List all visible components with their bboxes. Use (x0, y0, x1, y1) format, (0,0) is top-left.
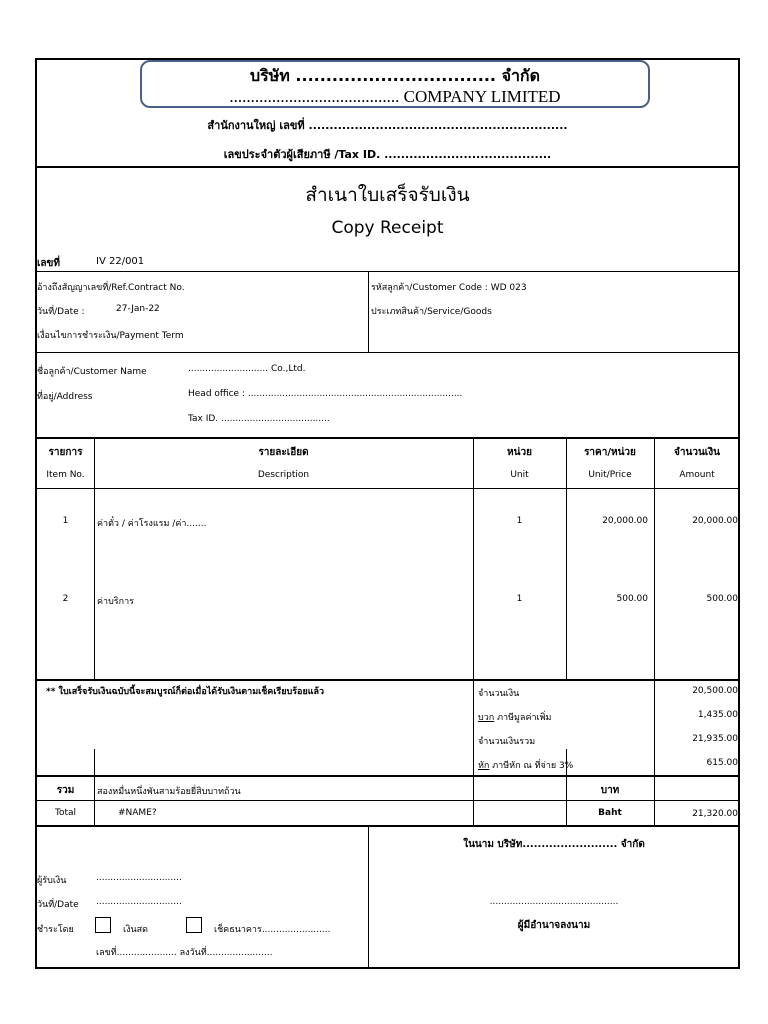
item-unit: 1 (516, 594, 523, 604)
column-divider (94, 749, 95, 825)
subtotal-amount: 20,500.00 (692, 686, 738, 696)
col-header-price-th: ราคา/หน่วย (584, 447, 636, 458)
col-header-price-en: Unit/Price (588, 470, 632, 480)
cheque-note: ** ใบเสร็จรับเงินฉบับนี้จะสมบูรณ์ก็ต่อเมื่อได้รับเงินตามเช็คเรียบร้อยแล้ว (46, 687, 325, 697)
currency-th: บาท (600, 785, 620, 796)
authorized-signatory: ผู้มีอำนาจลงนาม (517, 920, 591, 931)
item-description: ค่าตั๋ว / ค่าโรงแรม /ค่า....... (97, 519, 207, 529)
item-no: 2 (62, 594, 69, 604)
receiver-label: ผู้รับเงิน (37, 876, 67, 886)
subtotal-label: จำนวนเงิน (478, 689, 520, 699)
customer-name-value: ............................ Co.,Ltd. (188, 364, 306, 374)
item-amount: 500.00 (706, 594, 738, 604)
head-office-line: สำนักงานใหญ่ เลขที่ .............................................................. (207, 119, 568, 132)
wht-label: หัก ภาษีหัก ณ ที่จ่าย 3% (478, 761, 574, 771)
wht-prefix: หัก (478, 761, 490, 771)
pay-by-label: ชำระโดย (37, 925, 74, 935)
grand-total-amount: 21,320.00 (692, 809, 738, 819)
address-label: ที่อยู่/Address (37, 392, 93, 402)
company-name-th: บริษัท ................................. จำกัด (250, 66, 540, 85)
contract-ref: อ้างถึงสัญญาเลขที่/Ref.Contract No. (37, 283, 185, 293)
vat-amount: 1,435.00 (697, 710, 738, 720)
cash-checkbox[interactable] (95, 917, 111, 933)
receiver-dots: .............................. (96, 873, 182, 883)
company-name-en: ........................................ COMPANY LIMITED (229, 87, 561, 106)
cheque-detail: เลขที่..................... ลงวันที่....................... (96, 948, 273, 958)
grand-total-label-en: Total (54, 808, 77, 818)
date-value: 27-Jan-22 (116, 304, 160, 314)
customer-tax-id: Tax ID. ...................................... (188, 414, 330, 424)
divider (35, 352, 740, 353)
doc-no-label: เลขที่ (37, 258, 60, 269)
customer-name-label: ชื่อลูกค้า/Customer Name (37, 367, 147, 377)
item-no: 1 (62, 516, 69, 526)
currency-en: Baht (598, 808, 622, 818)
divider (35, 775, 740, 777)
divider (35, 271, 740, 272)
col-header-amount-en: Amount (679, 470, 715, 480)
col-header-desc-en: Description (257, 470, 310, 480)
col-header-unit-en: Unit (510, 470, 529, 480)
customer-code: รหัสลูกค้า/Customer Code : WD 023 (371, 283, 527, 293)
item-description: ค่าบริการ (97, 597, 134, 607)
grand-total-label-th: รวม (56, 785, 75, 796)
on-behalf-company: ในนาม บริษัท......................... จำกัด (463, 839, 645, 850)
cash-label: เงินสด (123, 925, 148, 935)
item-unit-price: 500.00 (616, 594, 648, 604)
receipt-title-en: Copy Receipt (331, 218, 444, 238)
cheque-label: เช็คธนาคาร........................ (214, 925, 331, 935)
item-amount: 20,000.00 (692, 516, 738, 526)
divider (35, 679, 740, 681)
divider (35, 800, 740, 801)
total-label: จำนวนเงินรวม (478, 737, 536, 747)
divider (35, 825, 740, 827)
service-type: ประเภทสินค้า/Service/Goods (371, 307, 492, 317)
divider (35, 166, 740, 168)
col-header-unit-th: หน่วย (507, 447, 532, 458)
col-header-item-en: Item No. (46, 470, 85, 480)
name-error-cell: #NAME? (118, 808, 157, 818)
column-divider (473, 437, 474, 825)
vat-prefix: บวก (478, 713, 495, 723)
sign-date-dots: .............................. (96, 897, 182, 907)
wht-amount: 615.00 (706, 758, 738, 768)
receipt-title-th: สำเนาใบเสร็จรับเงิน (305, 184, 470, 206)
sign-date-label: วันที่/Date (37, 900, 79, 910)
authorized-sign-dots: ............................................. (489, 897, 619, 907)
payment-term: เงื่อนไขการชำระเงิน/Payment Term (37, 331, 184, 341)
col-header-desc-th: รายละเอียด (258, 447, 309, 458)
divider (35, 488, 740, 489)
col-header-item-th: รายการ (48, 447, 83, 458)
item-unit: 1 (516, 516, 523, 526)
amount-in-words: สองหมื่นหนึ่งพันสามร้อยยี่สิบบาทถ้วน (97, 787, 241, 797)
divider (368, 271, 369, 352)
company-tax-id: เลขประจำตัวผู้เสียภาษี /Tax ID. ........................................ (223, 148, 552, 161)
item-unit-price: 20,000.00 (602, 516, 648, 526)
vat-label: บวก ภาษีมูลค่าเพิ่ม (478, 713, 552, 723)
cheque-checkbox[interactable] (186, 917, 202, 933)
divider (35, 437, 740, 439)
col-header-amount-th: จำนวนเงิน (674, 447, 720, 458)
customer-head-office: Head office : ........................................................................... (188, 389, 463, 399)
doc-no-value: IV 22/001 (96, 256, 145, 267)
total-amount: 21,935.00 (692, 734, 738, 744)
date-label: วันที่/Date : (37, 307, 85, 317)
